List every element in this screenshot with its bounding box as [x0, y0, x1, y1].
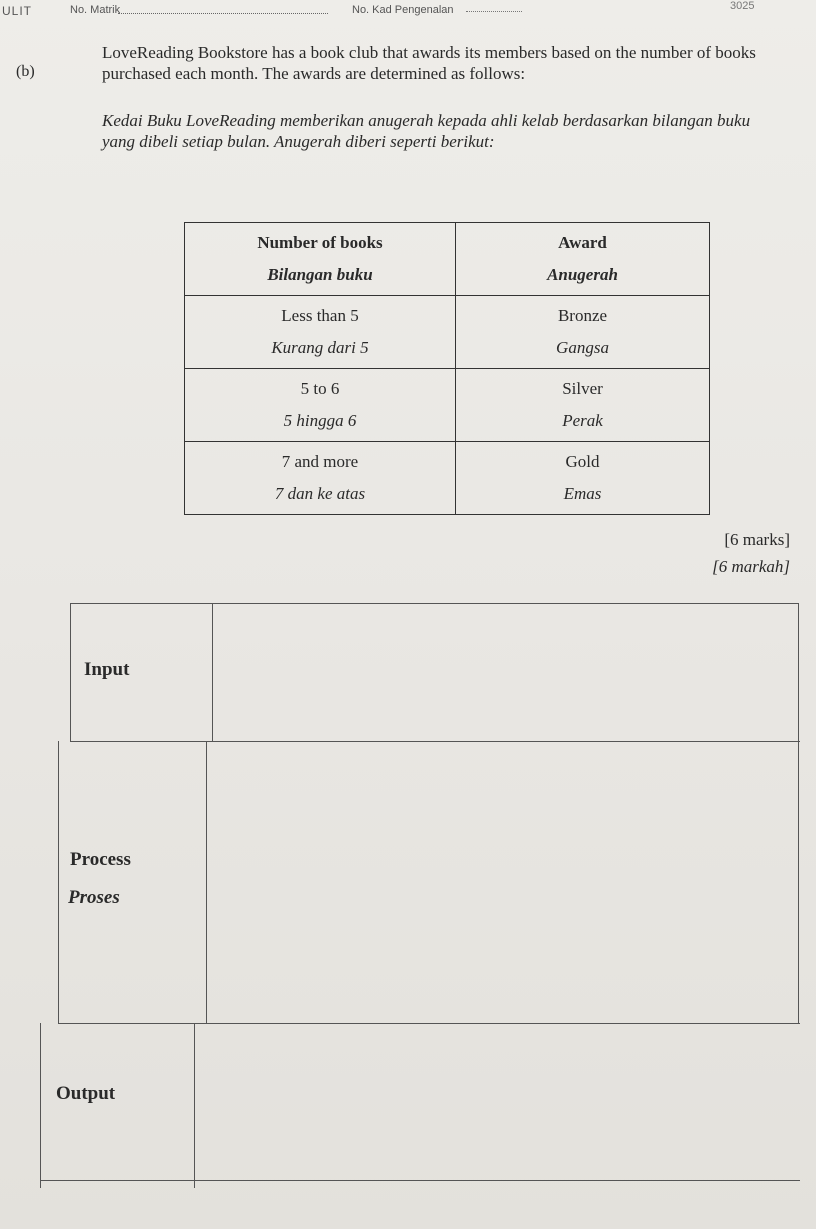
header-cell-award: [456, 223, 710, 296]
award-cell: [456, 442, 710, 515]
ipo-process-label: Process: [70, 849, 131, 870]
table-header-row: [185, 223, 710, 296]
ipo-bottom-border: [40, 1180, 800, 1181]
ipo-input-label: Input: [84, 659, 130, 680]
header-cell-books: [185, 223, 456, 296]
award-cell: [456, 369, 710, 442]
ipo-process-label-ms: Proses: [68, 887, 120, 908]
table-row: [185, 369, 710, 442]
header-award-ms: Anugerah: [547, 265, 618, 284]
question-text-malay: Kedai Buku LoveReading memberikan anugerah kepada ahli kelab berdasarkan bilangan buku yang dibeli setiap bulan. Anugerah diberi seperti berikut:: [102, 111, 751, 151]
ipo-row-divider: [70, 741, 800, 742]
ipo-output-label: Output: [56, 1083, 116, 1104]
ipo-row-divider: [58, 1023, 800, 1024]
books-en: Less than 5: [281, 306, 359, 325]
award-ms: Emas: [563, 484, 602, 503]
ipo-output-answer-area[interactable]: [202, 1031, 792, 1173]
kad-field[interactable]: [466, 11, 522, 12]
marks-english: [6 marks]: [724, 530, 790, 549]
award-en: Gold: [565, 452, 600, 471]
award-ms: Gangsa: [556, 338, 609, 357]
ipo-left-border: [70, 603, 71, 741]
books-cell: [185, 442, 456, 515]
ipo-column-divider: [212, 603, 213, 741]
ipo-column-divider: [206, 741, 207, 1023]
award-cell: [456, 296, 710, 369]
ipo-left-border: [58, 741, 59, 1023]
matrik-field[interactable]: [118, 13, 328, 14]
ipo-right-border: [798, 603, 799, 1023]
header-award-en: Award: [558, 233, 607, 252]
kad-label: No. Kad Pengenalan: [352, 4, 454, 16]
page-code: 3025: [730, 0, 755, 12]
table-row: [185, 296, 710, 369]
award-en: Bronze: [557, 306, 608, 325]
award-table: [184, 222, 710, 515]
award-ms: Perak: [562, 411, 603, 430]
books-cell: [185, 296, 456, 369]
books-ms: 7 dan ke atas: [274, 484, 366, 503]
header-books-ms: Bilangan buku: [267, 265, 373, 284]
header-code: ULIT: [2, 4, 33, 18]
header-books-en: Number of books: [257, 233, 383, 252]
books-en: 5 to 6: [300, 379, 340, 398]
books-ms: 5 hingga 6: [283, 411, 357, 430]
books-ms: Kurang dari 5: [271, 338, 369, 357]
ipo-top-border: [70, 603, 798, 604]
question-text-english: LoveReading Bookstore has a book club that awards its members based on the number of books purchased each month. The awards are determined as follows:: [102, 43, 756, 83]
marks-malay: [6 markah]: [712, 557, 790, 576]
question-label: (b): [16, 63, 35, 80]
ipo-process-answer-area[interactable]: [214, 749, 790, 1015]
ipo-left-border: [40, 1023, 41, 1188]
award-en: Silver: [562, 379, 603, 398]
matrik-label: No. Matrik: [70, 4, 121, 16]
ipo-answer-table: [40, 603, 800, 1188]
ipo-input-answer-area[interactable]: [220, 611, 790, 735]
ipo-column-divider: [194, 1023, 195, 1188]
books-en: 7 and more: [281, 452, 359, 471]
books-cell: [185, 369, 456, 442]
table-row: [185, 442, 710, 515]
